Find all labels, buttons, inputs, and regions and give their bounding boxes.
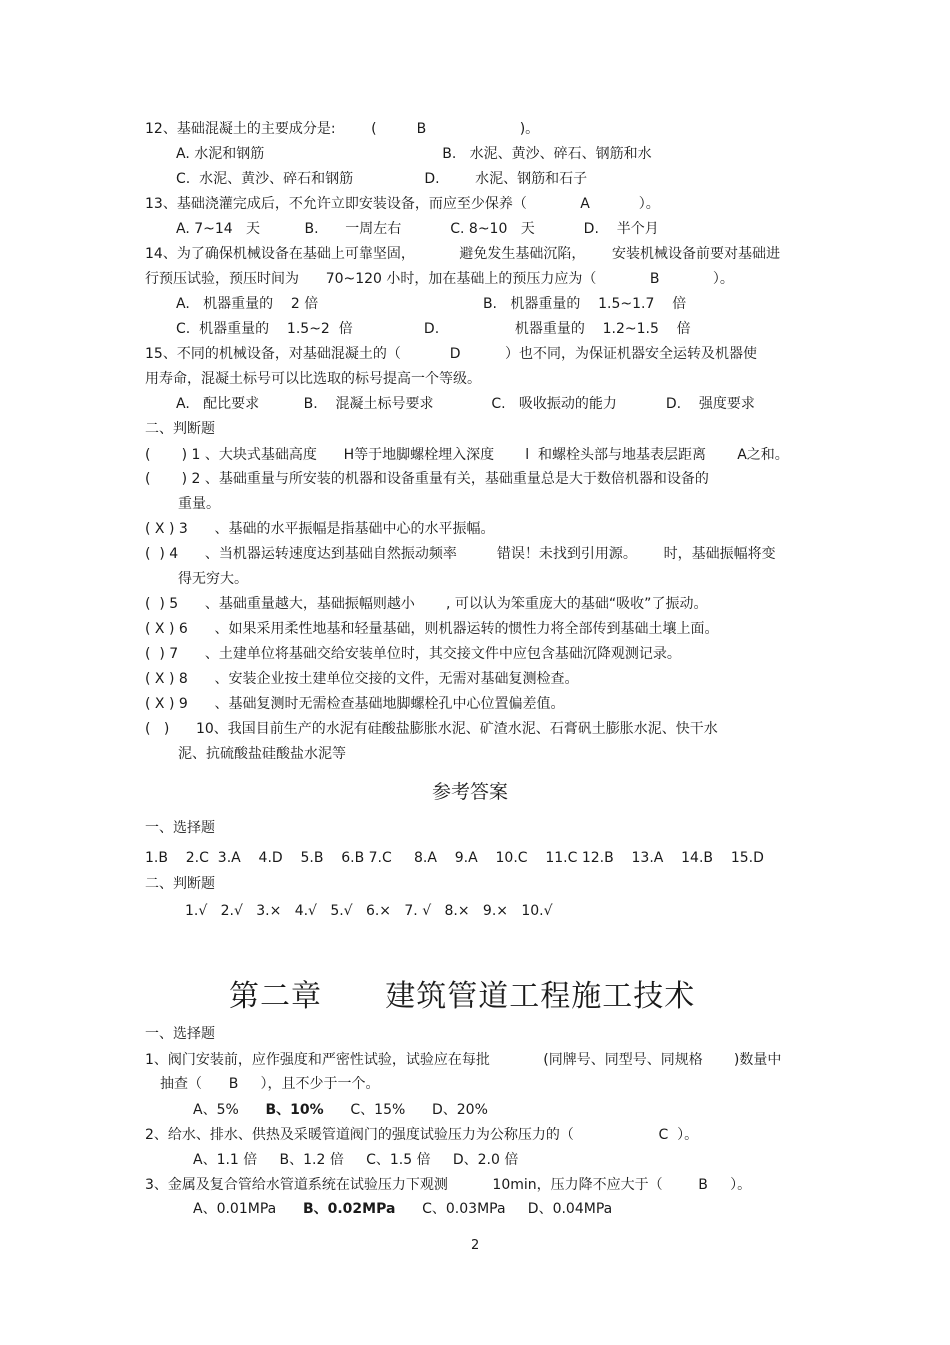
q14-options-cd: C. 机器重量的 1.5~2 倍 D. 机器重量的 1.2~1.5 倍 [176,321,691,337]
ch2-q2-stem: 2、给水、排水、供热及采暖管道阀门的强度试验压力为公称压力的（ C ）。 [145,1127,699,1143]
ch2-q1-line2: 抽查（ B ），且不少于一个。 [160,1076,380,1092]
q12-stem: 12、基础混凝土的主要成分是: ( B )。 [145,121,540,137]
ch2-q3-stem: 3、金属及复合管给水管道系统在试验压力下观测 10min，压力降不应大于（ B ）。 [145,1177,752,1193]
judge-item-1: ( ) 1 、大块式基础高度 H等于地脚螺栓埋入深度 l 和螺栓头部与地基表层距离 A之和。 [145,447,789,463]
ch2-q3-option-b: B、0.02MPa [302,1201,396,1217]
judge-item-2-cont: 重量。 [178,496,220,512]
judge-item-6: ( X ) 6 、如果采用柔性地基和轻量基础，则机器运转的惯性力将全部传到基础土壤上面。 [145,621,719,637]
ch2-q1-line1: 1、阀门安装前，应作强度和严密性试验，试验应在每批 (同牌号、同型号、同规格 )数量中 [145,1052,782,1068]
q12-options-cd: C. 水泥、黄沙、碎石和钢筋 D. 水泥、钢筋和石子 [176,171,588,187]
q14-options-ab: A. 机器重量的 2 倍 B. 机器重量的 1.5~1.7 倍 [176,296,687,312]
answers-choice-line: 1.B 2.C 3.A 4.D 5.B 6.B 7.C 8.A 9.A 10.C 11.C 12.B 13.A 14.B 15.D [145,850,764,866]
judge-item-7: ( ) 7 、土建单位将基础交给安装单位时，其交接文件中应包含基础沉降观测记录。 [145,646,681,662]
chapter-title: 第二章 建筑管道工程施工技术 [229,979,696,1014]
judge-section-title: 二、判断题 [145,421,215,437]
judge-item-8: ( X ) 8 、安装企业按土建单位交接的文件，无需对基础复测检查。 [145,671,579,687]
answers-title: 参考答案 [432,781,509,803]
ch2-q1-option-a: A、5% [193,1102,239,1118]
judge-item-3: ( X ) 3 、基础的水平振幅是指基础中心的水平振幅。 [145,521,495,537]
ch2-q3-option-a: A、0.01MPa [193,1201,277,1217]
ch2-q3-options [193,1199,612,1219]
page-number: 2 [471,1238,480,1253]
q15-stem-line2: 用寿命，混凝土标号可以比选取的标号提高一个等级。 [145,371,481,387]
ch2-q3-option-cd: C、0.03MPa D、0.04MPa [422,1201,613,1217]
judge-item-5: ( ) 5 、基础重量越大，基础振幅则越小 , 可以认为笨重庞大的基础“吸收”了振动。 [145,596,708,612]
judge-item-2: ( ) 2 、基础重量与所安装的机器和设备重量有关，基础重量总是大于数倍机器和设备的 [145,471,709,487]
q15-stem-line1: 15、不同的机械设备，对基础混凝土的（ D ）也不同，为保证机器安全运转及机器使 [145,346,758,362]
ch2-q1-options [193,1100,488,1120]
ch2-q1-option-b: B、10% [265,1102,324,1118]
answers-judge-title: 二、判断题 [145,876,215,892]
ch2-q1-option-cd: C、15% D、20% [350,1102,488,1118]
chapter-section-title: 一、选择题 [145,1026,215,1042]
answers-choice-title: 一、选择题 [145,820,215,836]
q14-stem-line2: 行预压试验，预压时间为 70~120 小时，加在基础上的预压力应为（ B ）。 [145,271,734,287]
q12-options-ab: A. 水泥和钢筋 B. 水泥、黄沙、碎石、钢筋和水 [176,146,652,162]
q13-stem: 13、基础浇灌完成后，不允许立即安装设备，而应至少保养（ A ）。 [145,196,660,212]
ch2-q2-options: A、1.1 倍 B、1.2 倍 C、1.5 倍 D、2.0 倍 [193,1152,519,1168]
q15-options: A. 配比要求 B. 混凝土标号要求 C. 吸收振动的能力 D. 强度要求 [176,396,755,412]
judge-item-4-cont: 得无穷大。 [178,571,248,587]
judge-item-10-cont: 泥、抗硫酸盐硅酸盐水泥等 [178,746,346,762]
judge-item-9: ( X ) 9 、基础复测时无需检查基础地脚螺栓孔中心位置偏差值。 [145,696,565,712]
answers-judge-line: 1.√ 2.√ 3.× 4.√ 5.√ 6.× 7. √ 8.× 9.× 10.√ [185,903,553,919]
q13-options: A. 7~14 天 B. 一周左右 C. 8~10 天 D. 半个月 [176,221,659,237]
judge-item-4: ( ) 4 、当机器运转速度达到基础自然振动频率 错误！未找到引用源。 时，基础振幅将变 [145,546,776,562]
judge-item-10: ( ) 10、我国目前生产的水泥有硅酸盐膨胀水泥、矿渣水泥、石膏矾土膨胀水泥、快干水 [145,721,718,737]
q14-stem-line1: 14、为了确保机械设备在基础上可靠坚固， 避免发生基础沉陷， 安装机械设备前要对基础进 [145,246,781,262]
